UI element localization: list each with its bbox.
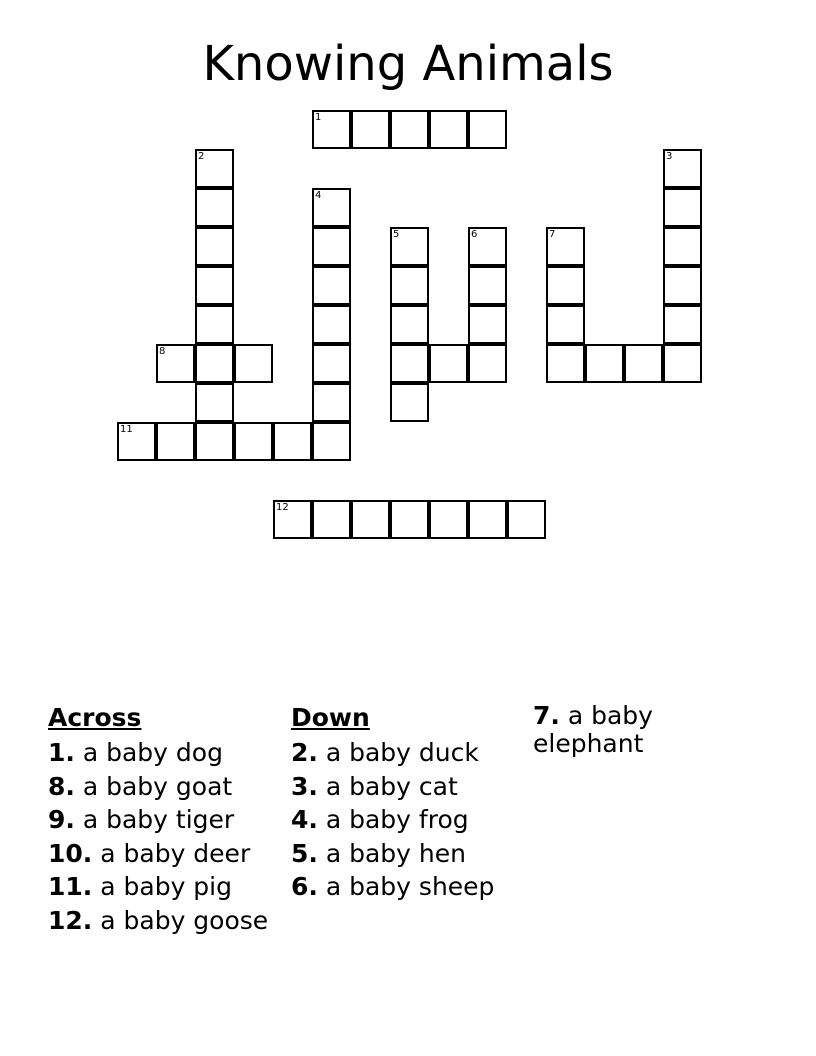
grid-cell[interactable]	[468, 110, 507, 149]
down-clues	[291, 702, 494, 904]
grid-cell[interactable]	[195, 383, 234, 422]
grid-cell[interactable]	[195, 149, 234, 188]
across-clues	[48, 702, 268, 937]
cell-number: 4	[315, 190, 322, 201]
clue-number: 6.	[291, 872, 318, 901]
down-heading: Down	[291, 703, 370, 732]
grid-cell[interactable]	[663, 188, 702, 227]
grid-cell[interactable]	[312, 383, 351, 422]
across-clue-11	[48, 870, 268, 904]
grid-cell[interactable]	[429, 500, 468, 539]
grid-cell[interactable]	[507, 500, 546, 539]
grid-cell[interactable]	[195, 227, 234, 266]
grid-cell[interactable]	[429, 344, 468, 383]
grid-cell[interactable]	[273, 422, 312, 461]
grid-cell[interactable]	[663, 149, 702, 188]
cell-number: 11	[120, 424, 133, 435]
grid-cell[interactable]	[390, 305, 429, 344]
grid-cell[interactable]	[273, 500, 312, 539]
across-clue-10	[48, 837, 268, 871]
cell-number: 6	[471, 229, 478, 240]
clue-number: 11.	[48, 872, 93, 901]
grid-cell[interactable]	[624, 344, 663, 383]
down-clue-4	[291, 803, 494, 837]
grid-cell[interactable]	[468, 500, 507, 539]
clue-number: 8.	[48, 771, 75, 801]
grid-cell[interactable]	[429, 110, 468, 149]
grid-cell[interactable]	[195, 305, 234, 344]
clue-text: a baby hen	[317, 838, 466, 868]
cell-number: 2	[198, 151, 205, 162]
grid-cell[interactable]	[312, 344, 351, 383]
clue-text: a baby sheep	[317, 872, 495, 901]
grid-cell[interactable]	[390, 344, 429, 383]
grid-cell[interactable]	[312, 422, 351, 461]
clue-text: a baby dog	[74, 738, 223, 767]
grid-cell[interactable]	[468, 305, 507, 344]
cell-number: 1	[315, 112, 322, 123]
grid-cell[interactable]	[117, 422, 156, 461]
clue-number: 5.	[291, 838, 318, 868]
grid-cell[interactable]	[390, 500, 429, 539]
grid-cell[interactable]	[351, 110, 390, 149]
down-clue-2	[291, 736, 494, 770]
down-clues-continued	[533, 702, 693, 758]
grid-cell[interactable]	[585, 344, 624, 383]
clue-number: 3.	[291, 771, 318, 801]
clue-number: 1.	[48, 738, 75, 767]
grid-cell[interactable]	[195, 188, 234, 227]
grid-cell[interactable]	[546, 305, 585, 344]
grid-cell[interactable]	[390, 383, 429, 422]
down-clue-7	[533, 702, 693, 758]
grid-cell[interactable]	[234, 422, 273, 461]
clue-number: 2.	[291, 738, 318, 767]
puzzle-title: Knowing Animals	[202, 36, 614, 92]
grid-cell[interactable]	[390, 227, 429, 266]
grid-cell[interactable]	[390, 110, 429, 149]
clue-number: 10.	[48, 838, 93, 868]
clue-text: a baby deer	[92, 838, 251, 868]
cell-number: 5	[393, 229, 400, 240]
across-heading: Across	[48, 703, 142, 732]
cell-number: 8	[159, 346, 166, 357]
grid-cell[interactable]	[663, 305, 702, 344]
down-clue-6	[291, 870, 494, 904]
clue-text: a baby goat	[74, 771, 233, 801]
clue-number: 4.	[291, 805, 318, 834]
grid-cell[interactable]	[312, 266, 351, 305]
cell-number: 12	[276, 502, 289, 513]
clue-number: 9.	[48, 805, 75, 834]
clue-text: a baby goose	[92, 905, 269, 935]
grid-cell[interactable]	[312, 305, 351, 344]
clue-text: a baby duck	[317, 738, 479, 767]
grid-cell[interactable]	[468, 344, 507, 383]
clue-text: a baby frog	[317, 805, 469, 834]
cell-number: 7	[549, 229, 556, 240]
grid-cell[interactable]	[546, 227, 585, 266]
grid-cell[interactable]	[195, 266, 234, 305]
grid-cell[interactable]	[468, 266, 507, 305]
across-clue-12	[48, 904, 268, 938]
grid-cell[interactable]	[351, 500, 390, 539]
clue-number: 12.	[48, 905, 93, 935]
cell-number: 3	[666, 151, 673, 162]
grid-cell[interactable]	[468, 227, 507, 266]
clue-text: a baby pig	[92, 872, 232, 901]
clue-number: 7.	[533, 701, 560, 730]
grid-cell[interactable]	[234, 344, 273, 383]
grid-cell[interactable]	[195, 344, 234, 383]
grid-cell[interactable]	[663, 227, 702, 266]
grid-cell[interactable]	[546, 266, 585, 305]
grid-cell[interactable]	[312, 227, 351, 266]
grid-cell[interactable]	[312, 110, 351, 149]
across-clue-1	[48, 736, 268, 770]
grid-cell[interactable]	[663, 266, 702, 305]
grid-cell[interactable]	[663, 344, 702, 383]
grid-cell[interactable]	[156, 344, 195, 383]
grid-cell[interactable]	[195, 422, 234, 461]
clue-text: a baby elephant	[533, 701, 653, 758]
grid-cell[interactable]	[312, 500, 351, 539]
grid-cell[interactable]	[312, 188, 351, 227]
across-clue-8	[48, 770, 268, 804]
across-clue-9	[48, 803, 268, 837]
grid-cell[interactable]	[546, 344, 585, 383]
down-clue-5	[291, 837, 494, 871]
clue-text: a baby tiger	[74, 805, 235, 834]
grid-cell[interactable]	[390, 266, 429, 305]
grid-cell[interactable]	[156, 422, 195, 461]
clue-text: a baby cat	[317, 771, 458, 801]
down-clue-3	[291, 770, 494, 804]
